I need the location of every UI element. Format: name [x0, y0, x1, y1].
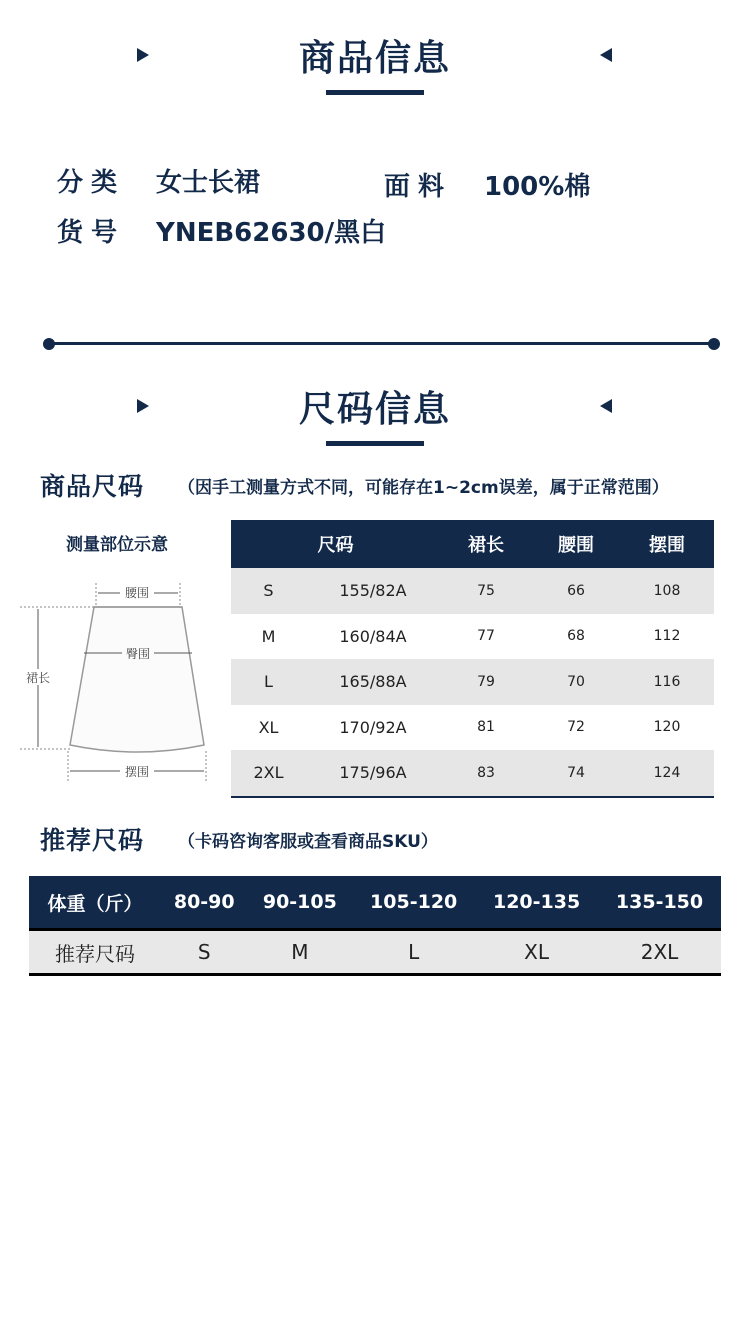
table-row: [231, 659, 714, 705]
weight-range: 105-120: [352, 876, 475, 930]
weight-range: 135-150: [598, 876, 721, 930]
recommend-header-row: [29, 876, 721, 930]
table-row: [231, 568, 714, 614]
product-size-title: 商品尺码: [40, 472, 145, 501]
length-label: 裙长: [25, 671, 51, 685]
cell-waist: 66: [532, 568, 620, 614]
cell-length: 83: [440, 750, 532, 797]
weight-range: 90-105: [248, 876, 353, 930]
cell-hem: 116: [620, 659, 714, 705]
title-underline: [326, 90, 424, 95]
title-underline: [326, 441, 424, 446]
cell-hem: 108: [620, 568, 714, 614]
section-divider: [49, 342, 715, 345]
cell-spec: 175/96A: [306, 750, 440, 797]
cell-size: L: [231, 659, 306, 705]
recommend-size: L: [352, 930, 475, 975]
waist-label: 腰围: [124, 586, 150, 600]
cell-spec: 165/88A: [306, 659, 440, 705]
triangle-left-icon: [600, 48, 612, 62]
header-hem: 摆围: [620, 520, 714, 568]
size-table: [231, 520, 714, 798]
cell-size: 2XL: [231, 750, 306, 797]
table-row: [231, 614, 714, 660]
cell-spec: 170/92A: [306, 705, 440, 751]
recommend-size: 2XL: [598, 930, 721, 975]
category-label: 分类: [57, 168, 126, 198]
recommend-size: XL: [475, 930, 598, 975]
recommend-row-label: 推荐尺码: [29, 930, 161, 975]
recommend-note: （卡码咨询客服或查看商品SKU）: [178, 832, 438, 852]
cell-length: 77: [440, 614, 532, 660]
header-size: 尺码: [231, 520, 440, 568]
hip-label: 臀围: [125, 647, 151, 661]
recommend-size: S: [161, 930, 248, 975]
cell-spec: 160/84A: [306, 614, 440, 660]
recommend-size-row: [29, 930, 721, 975]
diagram-title: 测量部位示意: [66, 535, 168, 555]
skirt-measurement-diagram: [18, 575, 218, 785]
hem-label: 摆围: [124, 765, 150, 779]
triangle-left-icon: [600, 399, 612, 413]
header-length: 裙长: [440, 520, 532, 568]
cell-waist: 70: [532, 659, 620, 705]
cell-waist: 74: [532, 750, 620, 797]
cell-size: S: [231, 568, 306, 614]
table-row: [231, 705, 714, 751]
fabric-label: 面料: [384, 172, 453, 202]
category-value: 女士长裙: [156, 168, 261, 198]
triangle-right-icon: [137, 399, 149, 413]
cell-length: 75: [440, 568, 532, 614]
recommend-size: M: [248, 930, 353, 975]
sku-label: 货号: [57, 218, 126, 248]
divider-dot-right: [708, 338, 720, 350]
weight-range: 80-90: [161, 876, 248, 930]
table-row: [231, 750, 714, 797]
product-size-note: （因手工测量方式不同，可能存在1~2cm误差，属于正常范围）: [178, 478, 669, 498]
cell-hem: 124: [620, 750, 714, 797]
cell-size: XL: [231, 705, 306, 751]
cell-length: 79: [440, 659, 532, 705]
size-info-title: 尺码信息: [298, 389, 451, 430]
recommend-title: 推荐尺码: [40, 826, 145, 855]
recommend-table: [29, 876, 721, 976]
cell-size: M: [231, 614, 306, 660]
weight-range: 120-135: [475, 876, 598, 930]
triangle-right-icon: [137, 48, 149, 62]
cell-hem: 112: [620, 614, 714, 660]
product-info-title: 商品信息: [298, 38, 451, 79]
cell-length: 81: [440, 705, 532, 751]
sku-value: YNEB62630/黑白: [156, 218, 387, 248]
fabric-value: 100%棉: [484, 172, 591, 202]
size-table-header: [231, 520, 714, 568]
cell-waist: 68: [532, 614, 620, 660]
cell-hem: 120: [620, 705, 714, 751]
cell-waist: 72: [532, 705, 620, 751]
cell-spec: 155/82A: [306, 568, 440, 614]
weight-header-label: 体重（斤）: [29, 876, 161, 930]
header-waist: 腰围: [532, 520, 620, 568]
